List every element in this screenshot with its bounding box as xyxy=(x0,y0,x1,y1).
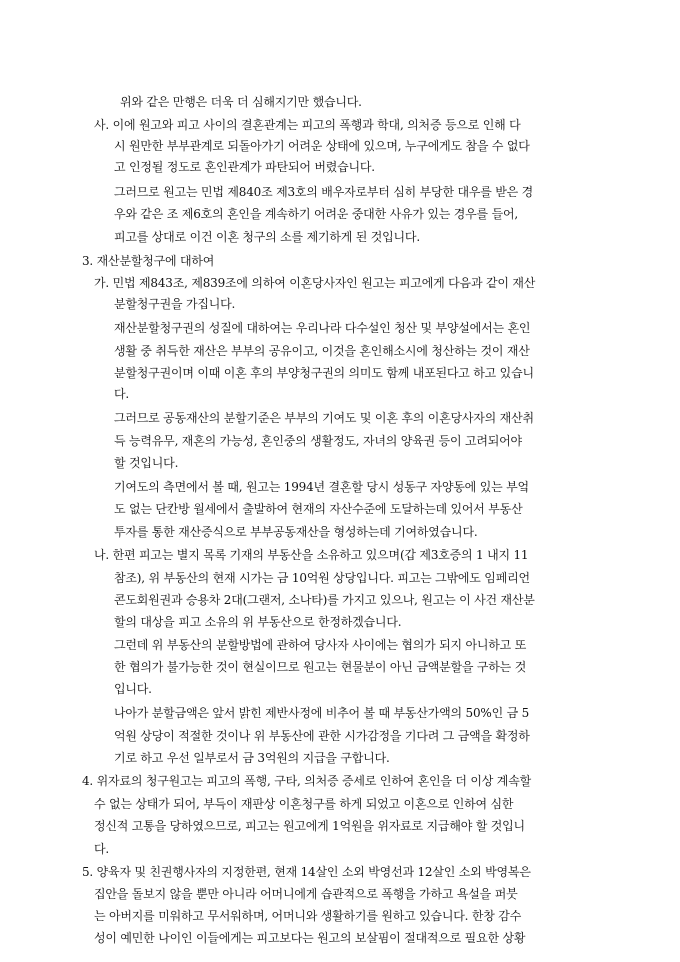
text-line: 할의 대상을 피고 소유의 위 부동산으로 한정하겠습니다. xyxy=(114,615,402,629)
text-line: 재산분할청구권의 성질에 대하여는 우리나라 다수설인 청산 및 부양설에서는 혼인 xyxy=(114,321,531,335)
text-line: 도 없는 단칸방 월세에서 출발하여 현재의 자산수준에 도달하는데 있어서 부동산 xyxy=(114,502,523,516)
text-line: 정신적 고통을 당하였으므로, 피고는 원고에게 1억원을 위자료로 지급해야 할 것입니 xyxy=(94,819,525,833)
text-line: 수 없는 상태가 되어, 부득이 재판상 이혼청구를 하게 되었고 이혼으로 인하여 심한 xyxy=(94,797,514,811)
text-line: 고 인정될 정도로 혼인관계가 파탄되어 버렸습니다. xyxy=(114,160,375,174)
text-line: 성이 예민한 나이인 이들에게는 피고보다는 원고의 보살핌이 절대적으로 필요한 상황 xyxy=(94,931,526,945)
text-line: 피고를 상대로 이건 이혼 청구의 소를 제기하게 된 것입니다. xyxy=(114,230,420,244)
text-line: 가. 민법 제843조, 제839조에 의하여 이혼당사자인 원고는 피고에게 다음과 같이 재산 xyxy=(94,276,536,290)
text-line: 나. 한편 피고는 별지 목록 기재의 부동산을 소유하고 있으며(갑 제3호증의 1 내지 11 xyxy=(94,548,529,562)
text-line: 분할청구권을 가집니다. xyxy=(114,297,236,311)
text-line: 그런데 위 부동산의 분할방법에 관하여 당사자 사이에는 협의가 되지 아니하고 또 xyxy=(114,638,527,652)
text-line: 억원 상당이 적절한 것이나 위 부동산에 관한 시가감정을 기다려 그 금액을 확정하 xyxy=(114,729,530,743)
text-line: 다. xyxy=(114,387,130,401)
text-line: 는 아버지를 미워하고 무서워하며, 어머니와 생활하기를 원하고 있습니다. 한창 감수 xyxy=(94,909,522,923)
text-line: 기여도의 측면에서 볼 때, 원고는 1994년 결혼할 당시 성동구 자양동에 있는 부엌 xyxy=(114,480,529,494)
text-line: 참조), 위 부동산의 현재 시가는 금 10억원 상당입니다. 피고는 그밖에도 임페리언 xyxy=(114,571,530,585)
text-line: 사. 이에 원고와 피고 사이의 결혼관계는 피고의 폭행과 학대, 의처증 등으로 인해 다 xyxy=(94,118,521,132)
text-line: 그러므로 원고는 민법 제840조 제3호의 배우자로부터 심히 부당한 대우를 받은 경 xyxy=(114,185,534,199)
text-line: 한 협의가 불가능한 것이 현실이므로 원고는 현물분이 아닌 금액분할을 구하는 것 xyxy=(114,660,527,674)
text-line: 투자를 통한 재산증식으로 부부공동재산을 형성하는데 기여하였습니다. xyxy=(114,525,478,539)
text-line: 시 원만한 부부관계로 되돌아가기 어려운 상태에 있으며, 누구에게도 참을 수 없다 xyxy=(114,139,530,153)
text-line: 할 것입니다. xyxy=(114,456,179,470)
text-line: 나아가 분할금액은 앞서 밝힌 제반사정에 비추어 볼 때 부동산가액의 50%인 금 5 xyxy=(114,706,530,720)
text-line: 생활 중 취득한 재산은 부부의 공유이고, 이것을 혼인해소시에 청산하는 것이 재산 xyxy=(114,344,530,358)
text-line: 입니다. xyxy=(114,682,152,696)
text-line: 우와 같은 조 제6호의 혼인을 계속하기 어려운 중대한 사유가 있는 경우를 들어, xyxy=(114,207,518,221)
text-line: 5. 양육자 및 친권행사자의 지정한편, 현재 14살인 소외 박영선과 12살인 소외 박영복은 xyxy=(82,865,531,879)
text-line: 다. xyxy=(94,842,110,856)
text-line: 그러므로 공동재산의 분할기준은 부부의 기여도 및 이혼 후의 이혼당사자의 재산취 xyxy=(114,411,534,425)
text-line: 위와 같은 만행은 더욱 더 심해지기만 했습니다. xyxy=(120,95,362,109)
text-line: 콘도회원권과 승용차 2대(그랜저, 소나타)를 가지고 있으나, 원고는 이 사건 재산분 xyxy=(114,593,535,607)
text-line: 4. 위자료의 청구원고는 피고의 폭행, 구타, 의처증 증세로 인하여 혼인을 더 이상 계속할 xyxy=(82,774,531,788)
section-heading: 3. 재산분할청구에 대하여 xyxy=(82,254,215,268)
text-line: 집안을 돌보지 않을 뿐만 아니라 어머니에게 습관적으로 폭행을 가하고 욕설을 퍼붓 xyxy=(94,887,518,901)
text-line: 분할청구권이며 이때 이혼 후의 부양청구권의 의미도 함께 내포된다고 하고 있습니 xyxy=(114,366,534,380)
text-line: 득 능력유무, 재혼의 가능성, 혼인중의 생활정도, 자녀의 양육권 등이 고려되어야 xyxy=(114,434,522,448)
text-line: 기로 하고 우선 일부로서 금 3억원의 지급을 구합니다. xyxy=(114,751,390,765)
